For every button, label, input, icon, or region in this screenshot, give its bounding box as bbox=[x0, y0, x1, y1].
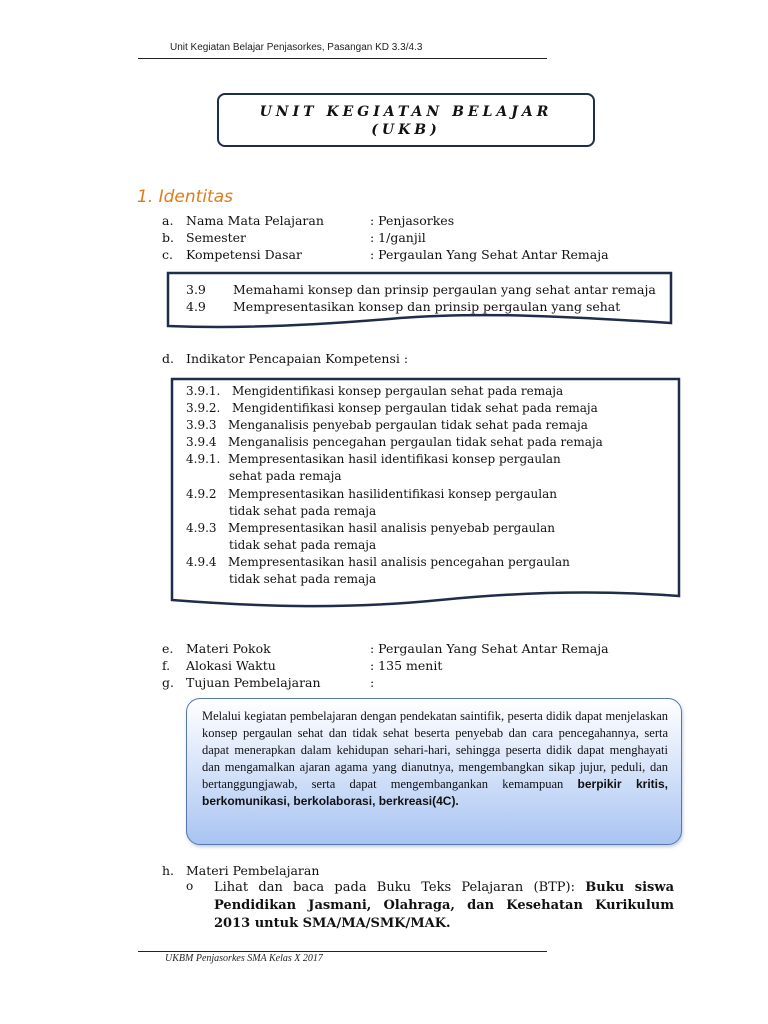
indicator-text-cont: tidak sehat pada remaja bbox=[229, 504, 377, 518]
row-label: Indikator Pencapaian Kompetensi : bbox=[186, 351, 409, 366]
indicator-text: Mempresentasikan hasil analisis pencegahan pergaulan bbox=[228, 555, 570, 569]
row-value: : 1/ganjil bbox=[370, 230, 426, 245]
indicator-text-cont: sehat pada remaja bbox=[229, 469, 342, 483]
indicator-num: 4.9.4 bbox=[186, 555, 217, 569]
learning-goal-text bbox=[202, 708, 668, 810]
indicator-text: Mempresentasikan hasilidentifikasi konsep pergaulan bbox=[228, 487, 557, 501]
indicator-text: Mengidentifikasi konsep pergaulan sehat pada remaja bbox=[232, 384, 564, 398]
indicator-text: Mempresentasikan hasil identifikasi konsep pergaulan bbox=[228, 452, 561, 466]
indicator-text-cont: tidak sehat pada remaja bbox=[229, 538, 377, 552]
row-label: Materi Pembelajaran bbox=[186, 863, 320, 878]
row-letter: e. bbox=[162, 641, 174, 656]
indicator-num: 3.9.1. bbox=[186, 384, 221, 398]
goal-bold: berpikir kritis, berkomunikasi, berkolaborasi, berkreasi(4C). bbox=[202, 777, 668, 808]
indicator-text-cont: tidak sehat pada remaja bbox=[229, 572, 377, 586]
kd-text-3-9: Memahami konsep dan prinsip pergaulan yang sehat antar remaja bbox=[233, 282, 656, 297]
running-footer: UKBM Penjasorkes SMA Kelas X 2017 bbox=[165, 953, 323, 964]
row-letter: d. bbox=[162, 351, 174, 366]
indicator-num: 4.9.2 bbox=[186, 487, 217, 501]
indicator-num: 4.9.3 bbox=[186, 521, 217, 535]
row-label: Nama Mata Pelajaran bbox=[186, 213, 324, 228]
row-value: : Pergaulan Yang Sehat Antar Remaja bbox=[370, 247, 609, 262]
indicator-num: 4.9.1. bbox=[186, 452, 221, 466]
row-letter: a. bbox=[162, 213, 174, 228]
row-letter: g. bbox=[162, 675, 174, 690]
materi-plain: Lihat dan baca pada Buku Teks Pelajaran (BTP): bbox=[214, 880, 576, 895]
row-value: : 135 menit bbox=[370, 658, 443, 673]
running-header: Unit Kegiatan Belajar Penjasorkes, Pasangan KD 3.3/4.3 bbox=[170, 42, 423, 53]
kd-num-4-9: 4.9 bbox=[186, 299, 206, 314]
indicator-text: Mengidentifikasi konsep pergaulan tidak sehat pada remaja bbox=[232, 401, 598, 415]
footer-rule bbox=[138, 951, 547, 952]
row-letter: b. bbox=[162, 230, 174, 245]
indicator-text: Menganalisis pencegahan pergaulan tidak sehat pada remaja bbox=[228, 435, 603, 449]
row-letter: c. bbox=[162, 247, 173, 262]
bullet-icon: o bbox=[186, 879, 194, 893]
goal-body: Melalui kegiatan pembelajaran dengan pendekatan saintifik, peserta didik dapat menjelaskan konsep pergaulan sehat dan tidak sehat beserta penyebab dan cara pencegahannya, serta dapat menerapkan dalam kehidupan sehari-hari, sehingga peserta didik dapat menghayati dan mengamalkan ajaran agama yang dianutnya, mengembangkan sikap jujur, peduli, dan bertanggungjawab, serta dapat mengembangankan kemampuan bbox=[202, 709, 668, 791]
indicator-text: Mempresentasikan hasil analisis penyebab pergaulan bbox=[228, 521, 555, 535]
indicator-num: 3.9.4 bbox=[186, 435, 217, 449]
row-label: Tujuan Pembelajaran bbox=[186, 675, 321, 690]
indicator-text: Menganalisis penyebab pergaulan tidak sehat pada remaja bbox=[228, 418, 588, 432]
row-value: : Pergaulan Yang Sehat Antar Remaja bbox=[370, 641, 609, 656]
row-label: Kompetensi Dasar bbox=[186, 247, 302, 262]
section-heading: 1. Identitas bbox=[137, 187, 233, 207]
indicator-num: 3.9.2. bbox=[186, 401, 221, 415]
row-value: : Penjasorkes bbox=[370, 213, 455, 228]
indicator-num: 3.9.3 bbox=[186, 418, 217, 432]
row-label: Alokasi Waktu bbox=[186, 658, 276, 673]
materi-text bbox=[214, 879, 674, 933]
title-line-1: UNIT KEGIATAN BELAJAR bbox=[259, 104, 553, 120]
row-value: : bbox=[370, 675, 375, 690]
row-label: Materi Pokok bbox=[186, 641, 271, 656]
row-label: Semester bbox=[186, 230, 247, 245]
row-letter: f. bbox=[162, 658, 171, 673]
kd-text-4-9: Mempresentasikan konsep dan prinsip pergaulan yang sehat bbox=[233, 299, 621, 314]
title-line-2: (UKB) bbox=[371, 122, 441, 138]
kd-num-3-9: 3.9 bbox=[186, 282, 206, 297]
row-letter: h. bbox=[162, 863, 175, 878]
materi-bold: Buku siswa Pendidikan Jasmani, Olahraga, dan Kesehatan Kurikulum 2013 untuk SMA/MA/SMK/MAK. bbox=[214, 880, 674, 931]
